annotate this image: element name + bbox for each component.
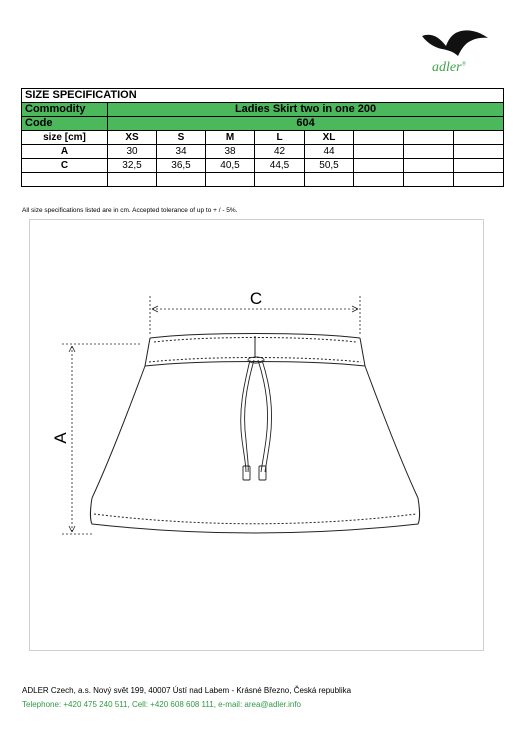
size-col-header: XL — [305, 131, 354, 145]
table-cell: 30 — [108, 145, 157, 159]
table-cell: 32,5 — [108, 159, 157, 173]
dimension-a-label: A — [51, 432, 70, 444]
table-cell: 44 — [305, 145, 354, 159]
code-label: Code — [22, 117, 108, 131]
size-col-header: XS — [108, 131, 157, 145]
size-header: size [cm] — [22, 131, 108, 145]
table-cell: 36,5 — [157, 159, 206, 173]
dimension-c-label: C — [249, 289, 263, 308]
table-cell: 34 — [157, 145, 206, 159]
footer-address: ADLER Czech, a.s. Nový svět 199, 40007 Ústí nad Labem - Krásné Březno, Česká republika — [22, 686, 352, 695]
table-cell: 50,5 — [305, 159, 354, 173]
row-label: C — [22, 159, 108, 173]
table-cell: 40,5 — [206, 159, 255, 173]
size-col-header: S — [157, 131, 206, 145]
footer-contact: Telephone: +420 475 240 511, Cell: +420 608 608 111, e-mail: area@adler.info — [22, 700, 301, 709]
logo-text: adler® — [432, 60, 467, 75]
drawstring — [241, 357, 272, 480]
tolerance-note: All size specifications listed are in cm. Accepted tolerance of up to + / - 5%. — [22, 207, 238, 214]
table-cell: 44,5 — [255, 159, 305, 173]
table-title: SIZE SPECIFICATION — [22, 89, 504, 103]
table-cell: 38 — [206, 145, 255, 159]
row-label: A — [22, 145, 108, 159]
size-col-header: L — [255, 131, 305, 145]
commodity-value: Ladies Skirt two in one 200 — [108, 103, 504, 117]
dimension-a — [62, 344, 142, 534]
table-cell: 42 — [255, 145, 305, 159]
code-value: 604 — [108, 117, 504, 131]
size-col-header: M — [206, 131, 255, 145]
commodity-label: Commodity — [22, 103, 108, 117]
